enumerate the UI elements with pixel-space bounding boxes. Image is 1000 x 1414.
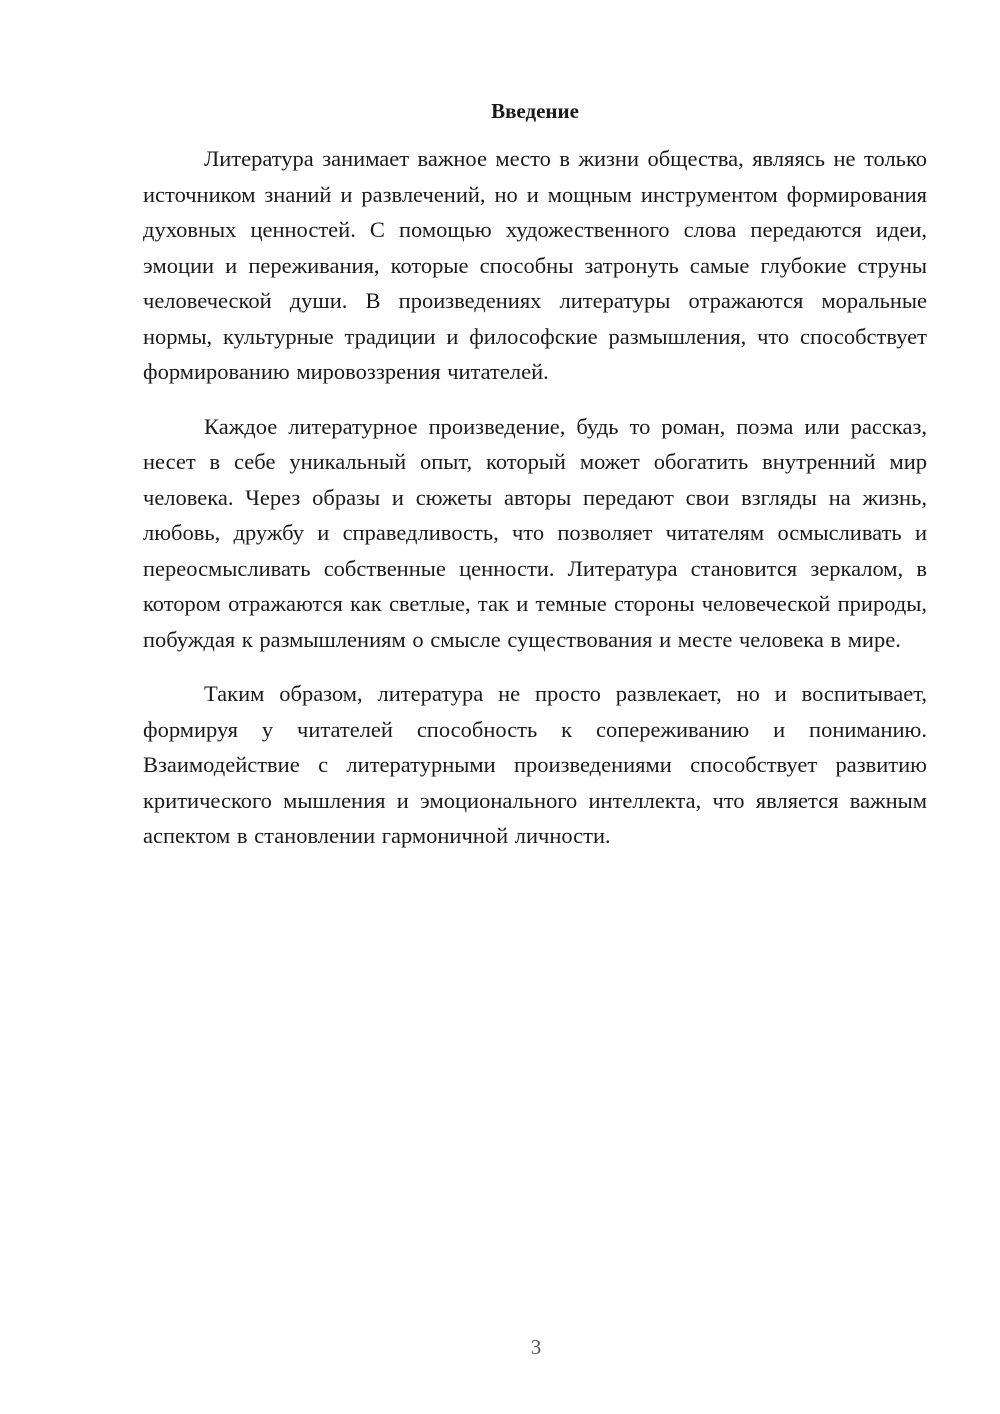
page-title: Введение — [491, 99, 579, 123]
paragraph-1: Литература занимает важное место в жизни общества, являясь не только источником знаний и развлечений, но и мощным инструментом формирования духовных ценностей. С помощью художественного слова передаются идеи, эмоции и переживания, которые способны затронуть самые глубокие струны человеческой души. В произведениях литературы отражаются моральные нормы, культурные традиции и философские размышления, что способствует формированию мировоззрения читателей. — [143, 146, 927, 384]
paragraph-3: Таким образом, литература не просто развлекает, но и воспитывает, формируя у читателей способность к сопереживанию и пониманию. Взаимодействие с литературными произведениями способствует развитию критического мышления и эмоционального интеллекта, что является важным аспектом в становлении гармоничной личности. — [143, 681, 927, 848]
paragraph-2: Каждое литературное произведение, будь то роман, поэма или рассказ, несет в себе уникальный опыт, который может обогатить внутренний мир человека. Через образы и сюжеты авторы передают свои взгляды на жизнь, любовь, дружбу и справедливость, что позволяет читателям осмысливать и переосмысливать собственные ценности. Литература становится зеркалом, в котором отражаются как светлые, так и темные стороны человеческой природы, побуждая к размышлениям о смысле существования и месте человека в мире. — [143, 413, 927, 652]
document-body — [143, 141, 927, 854]
page-number: 3 — [530, 1335, 542, 1359]
